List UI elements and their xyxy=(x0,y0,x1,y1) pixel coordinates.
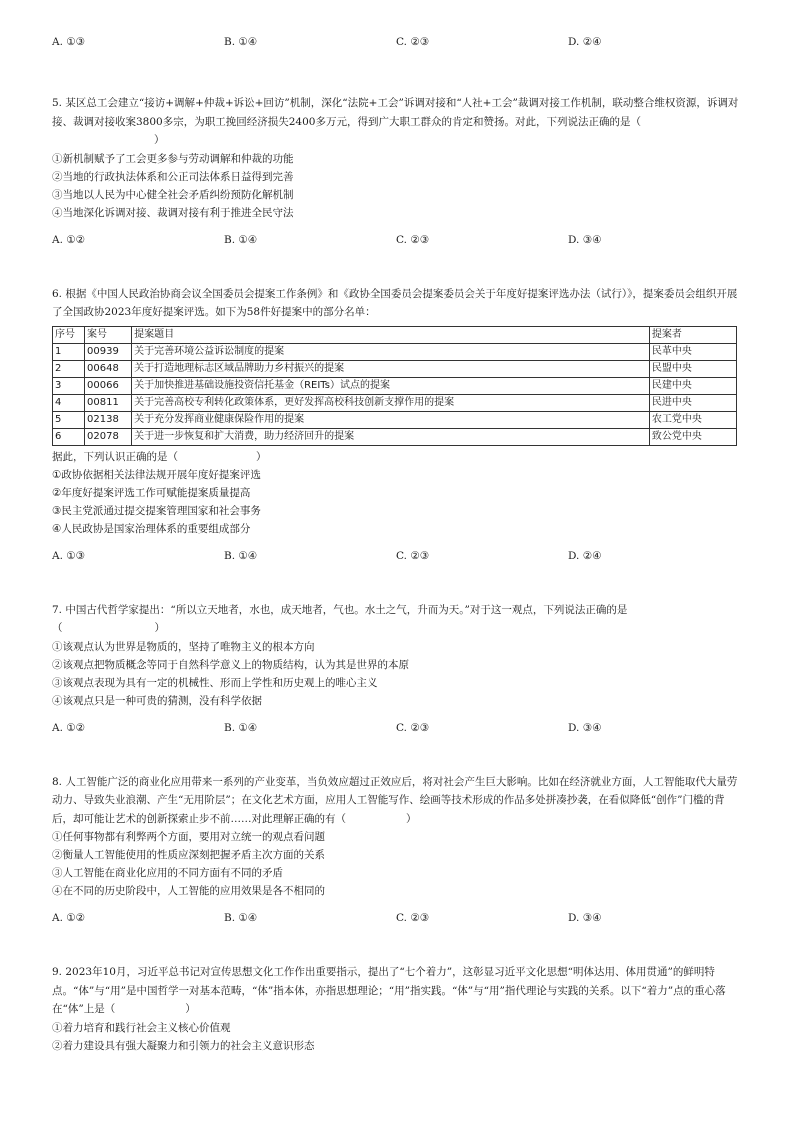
option-b[interactable]: B. ①④ xyxy=(224,912,258,924)
question-5-item-4: ④当地深化诉调对接、裁调对接有利于推进全民守法 xyxy=(52,206,294,219)
question-8-item-4: ④在不同的历史阶段中，人工智能的应用效果是各不相同的 xyxy=(52,885,325,897)
question-6-stem: 6. 根据《中国人民政治协商会议全国委员会提案工作条例》和《政协全国委员会提案委员会关于年度好提案评选办法（试行）》，提案委员会组织开展了全国政协2023年度好提案评选。如下为58件好提案中的部分名单： xyxy=(52,287,738,318)
table-header: 案号 xyxy=(85,326,132,343)
option-d[interactable]: D. ②④ xyxy=(568,549,602,562)
table-row xyxy=(53,411,737,428)
table-cell: 关于充分发挥商业健康保险作用的提案 xyxy=(132,411,650,428)
option-c[interactable]: C. ②③ xyxy=(396,233,430,246)
table-cell: 民进中央 xyxy=(649,394,736,411)
question-8 xyxy=(52,773,742,927)
table-cell: 02138 xyxy=(85,411,132,428)
question-5-item-3: ③当地以人民为中心健全社会矛盾纠纷预防化解机制 xyxy=(52,188,294,201)
table-cell: 关于打造地理标志区域品牌助力乡村振兴的提案 xyxy=(132,360,650,377)
question-7-stem: 7. 中国古代哲学家提出：“所以立天地者，水也，成天地者，气也。水土之气，升而为天。”对于这一观点，下列说法正确的是 （ ） xyxy=(52,603,628,634)
table-row xyxy=(53,360,737,377)
table-header: 提案题目 xyxy=(132,326,650,343)
option-b[interactable]: B. ①④ xyxy=(224,721,258,734)
question-5-item-1: ①新机制赋予了工会更多参与劳动调解和仲裁的功能 xyxy=(52,152,294,165)
table-cell: 2 xyxy=(53,360,85,377)
table-row xyxy=(53,394,737,411)
question-7 xyxy=(52,601,742,736)
question-8-options xyxy=(52,910,742,926)
question-7-item-2: ②该观点把物质概念等同于自然科学意义上的物质结构，认为其是世界的本原 xyxy=(52,658,409,671)
option-a[interactable]: A. ①② xyxy=(52,721,86,734)
table-row xyxy=(53,343,737,360)
option-c[interactable]: C. ②③ xyxy=(396,721,430,734)
question-9-item-2: ②着力建设具有强大凝聚力和引领力的社会主义意识形态 xyxy=(52,1039,315,1052)
table-row xyxy=(53,428,737,445)
question-6 xyxy=(52,285,742,564)
table-cell: 4 xyxy=(53,394,85,411)
option-d[interactable]: D. ③④ xyxy=(568,233,602,246)
top-options xyxy=(52,34,742,50)
table-cell: 民盟中央 xyxy=(649,360,736,377)
question-6-item-2: ②年度好提案评选工作可赋能提案质量提高 xyxy=(52,486,251,499)
question-9-item-1: ①着力培育和践行社会主义核心价值观 xyxy=(52,1021,231,1034)
option-d[interactable]: D. ②④ xyxy=(568,36,602,48)
table-cell: 5 xyxy=(53,411,85,428)
question-8-stem: 8. 人工智能广泛的商业化应用带来一系列的产业变革，当负效应超过正效应后，将对社会产生巨大影响。比如在经济就业方面，人工智能取代大量劳动力、导致失业浪潮、产生“无用阶层”；在文化艺术方面，应用人工智能写作、绘画等技术形成的作品多处拼凑抄袭，在看似降低“创作”门槛的背后，却可能让艺术的创新探索止步不前……对此理解正确的有（ ） xyxy=(52,775,738,825)
question-8-item-2: ②衡量人工智能使用的性质应深刻把握矛盾主次方面的关系 xyxy=(52,849,325,861)
table-cell: 民革中央 xyxy=(649,343,736,360)
table-cell: 00648 xyxy=(85,360,132,377)
table-cell: 00939 xyxy=(85,343,132,360)
option-d[interactable]: D. ③④ xyxy=(568,721,602,734)
question-5-item-2: ②当地的行政执法体系和公正司法体系日益得到完善 xyxy=(52,170,294,183)
table-header: 序号 xyxy=(53,326,85,343)
proposal-table xyxy=(52,326,737,446)
table-cell: 关于加快推进基础设施投资信托基金（REITs）试点的提案 xyxy=(132,377,650,394)
question-5-options xyxy=(52,232,742,248)
table-cell: 农工党中央 xyxy=(649,411,736,428)
option-a[interactable]: A. ①② xyxy=(52,233,86,246)
option-b[interactable]: B. ①④ xyxy=(224,36,258,48)
question-7-item-1: ①该观点认为世界是物质的，坚持了唯物主义的根本方向 xyxy=(52,640,315,653)
option-c[interactable]: C. ②③ xyxy=(396,549,430,562)
question-7-item-3: ③该观点表现为具有一定的机械性、形而上学性和历史观上的唯心主义 xyxy=(52,676,378,689)
option-a[interactable]: A. ①③ xyxy=(52,549,86,562)
table-cell: 关于完善高校专利转化政策体系，更好发挥高校科技创新支撑作用的提案 xyxy=(132,394,650,411)
table-cell: 00066 xyxy=(85,377,132,394)
exam-page xyxy=(52,34,742,1055)
table-header-row xyxy=(53,326,737,343)
question-6-prompt: 据此，下列认识正确的是（ ） xyxy=(52,450,267,463)
table-cell: 1 xyxy=(53,343,85,360)
option-d[interactable]: D. ③④ xyxy=(568,912,602,924)
table-cell: 00811 xyxy=(85,394,132,411)
question-5 xyxy=(52,94,742,248)
table-header: 提案者 xyxy=(649,326,736,343)
option-c[interactable]: C. ②③ xyxy=(396,912,430,924)
question-9-stem: 9. 2023年10月，习近平总书记对宣传思想文化工作作出重要指示，提出了“七个着力”，这彰显习近平文化思想“明体达用、体用贯通”的鲜明特点。“体”与“用”是中国哲学一对基本范畴，“体”指本体，亦指思想理论；“用”指实践。“体”与“用”指代理论与实践的关系。以下“着力”点的重心落在“体”上是（ ） xyxy=(52,966,726,1015)
option-c[interactable]: C. ②③ xyxy=(396,36,430,48)
question-6-item-4: ④人民政协是国家治理体系的重要组成部分 xyxy=(52,522,251,535)
question-6-item-3: ③民主党派通过提交提案管理国家和社会事务 xyxy=(52,504,261,517)
table-cell: 02078 xyxy=(85,428,132,445)
option-b[interactable]: B. ①④ xyxy=(224,233,258,246)
question-5-stem: 5. 某区总工会建立“接访+调解+仲裁+诉讼+回访”机制，深化“法院+工会”诉调对接和“人社+工会”裁调对接工作机制，联动整合维权资源，诉调对接、裁调对接收案3800多宗，为职工挽回经济损失2400多万元，得到广大职工群众的肯定和赞扬。对此，下列说法正确的是（） xyxy=(52,97,739,146)
option-b[interactable]: B. ①④ xyxy=(224,549,258,562)
question-7-options xyxy=(52,720,742,736)
table-row xyxy=(53,377,737,394)
question-6-item-1: ①政协依据相关法律法规开展年度好提案评选 xyxy=(52,468,261,481)
table-cell: 3 xyxy=(53,377,85,394)
table-cell: 关于进一步恢复和扩大消费，助力经济回升的提案 xyxy=(132,428,650,445)
table-cell: 民建中央 xyxy=(649,377,736,394)
question-6-options xyxy=(52,548,742,564)
table-cell: 6 xyxy=(53,428,85,445)
question-7-item-4: ④该观点只是一种可贵的猜测，没有科学依据 xyxy=(52,694,262,707)
question-8-item-3: ③人工智能在商业化应用的不同方面有不同的矛盾 xyxy=(52,867,283,879)
option-a[interactable]: A. ①② xyxy=(52,912,86,924)
table-cell: 致公党中央 xyxy=(649,428,736,445)
option-a[interactable]: A. ①③ xyxy=(52,36,86,48)
table-cell: 关于完善环境公益诉讼制度的提案 xyxy=(132,343,650,360)
question-8-item-1: ①任何事物都有利弊两个方面，要用对立统一的观点看问题 xyxy=(52,831,325,843)
question-9 xyxy=(52,963,742,1055)
